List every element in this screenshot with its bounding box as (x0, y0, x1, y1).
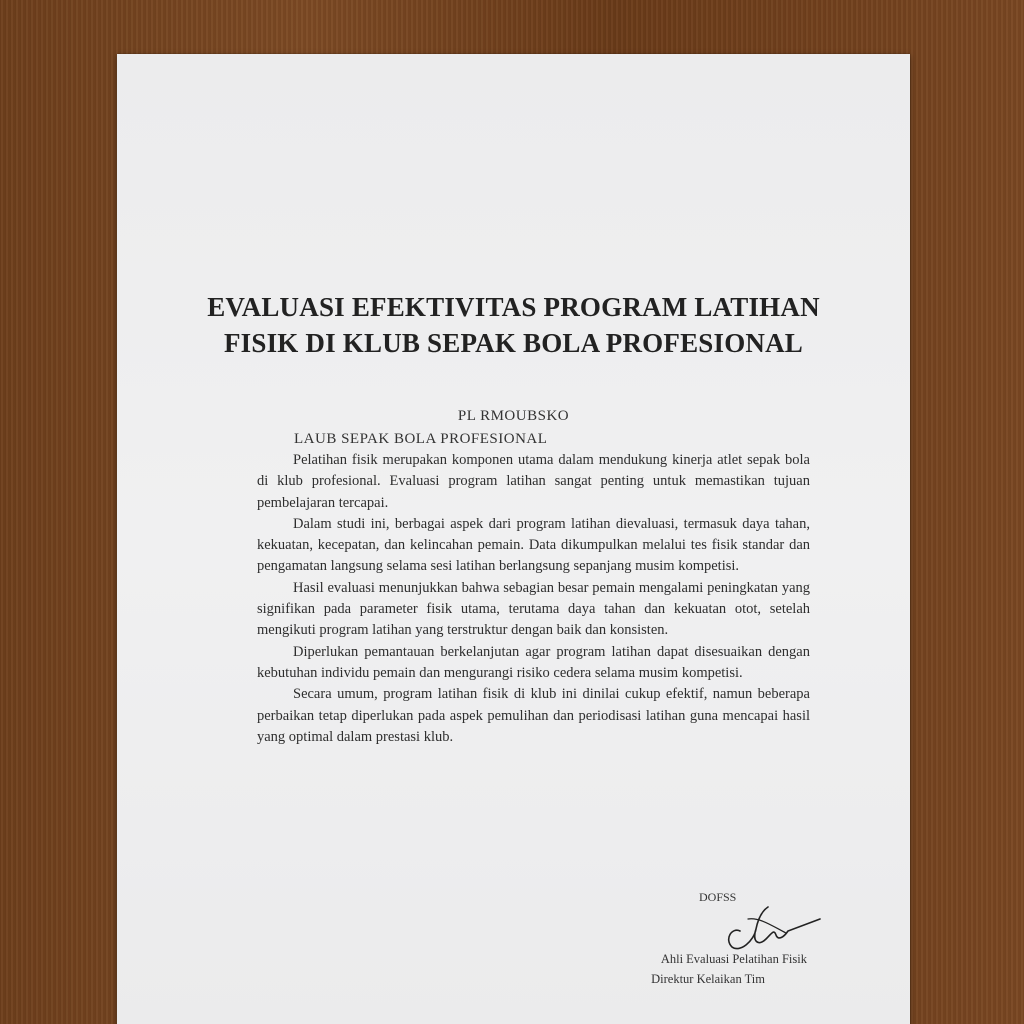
document-body (257, 450, 810, 748)
signature-label: DOFSS (699, 890, 737, 904)
section-subheading: LAUB SEPAK BOLA PROFESIONAL (294, 431, 548, 447)
document-page (117, 54, 910, 1024)
document-title-line-2: FISIK DI KLUB SEPAK BOLA PROFESIONAL (223, 328, 804, 358)
paragraph: Dalam studi ini, berbagai aspek dari program latihan dievaluasi, termasuk daya tahan, kekuatan, kecepatan, dan kelincahan pemain. Data dikumpulkan melalui tes fisik standar dan pengamatan langsung selama sesi latihan berlangsung sepanjang musim kompetisi. (257, 515, 810, 575)
handwritten-signature (702, 889, 822, 959)
signatory-role: Direktur Kelaikan Tim (651, 972, 765, 986)
paragraph: Diperlukan pemantauan berkelanjutan agar program latihan dapat disesuaikan dengan kebutuhan individu pemain dan mengurangi risiko cedera selama musim kompetisi. (257, 643, 810, 681)
signatory-name: Ahli Evaluasi Pelatihan Fisik (660, 952, 807, 966)
paragraph: Hasil evaluasi menunjukkan bahwa sebagian besar pemain mengalami peningkatan yang signifikan pada parameter fisik utama, terutama daya tahan dan kekuatan otot, setelah mengikuti program latihan yang terstruktur dengan baik dan konsisten. (257, 579, 810, 639)
paragraph: Pelatihan fisik merupakan komponen utama dalam mendukung kinerja atlet sepak bola di klub profesional. Evaluasi program latihan sangat penting untuk memastikan tujuan pembelajaran tercapai. (257, 452, 810, 511)
paragraph: Secara umum, program latihan fisik di klub ini dinilai cukup efektif, namun beberapa perbaikan tetap diperlukan pada aspek pemulihan dan periodisasi latihan guna mencapai hasil yang optimal dalam prestasi klub. (257, 686, 810, 745)
section-heading: PL RMOUBSKO (457, 408, 570, 424)
document-title-line-1: EVALUASI EFEKTIVITAS PROGRAM LATIHAN (207, 292, 820, 322)
